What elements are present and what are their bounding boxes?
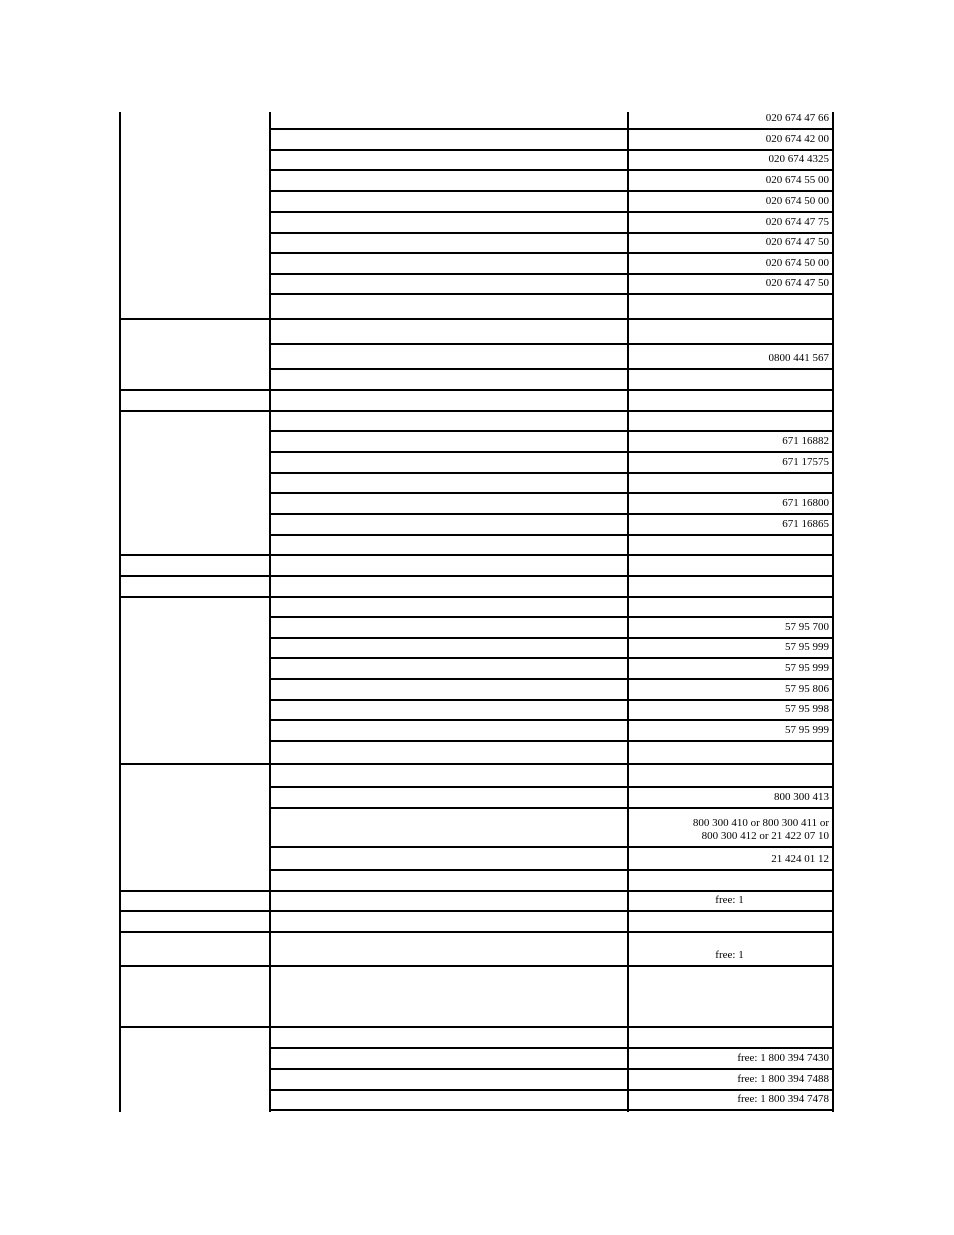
phone-number-cell (630, 435, 829, 448)
table-border-horizontal (270, 128, 834, 130)
phone-number: 020 674 47 50 (765, 277, 829, 289)
table-border-horizontal (120, 410, 834, 412)
table-border-horizontal (120, 890, 834, 892)
table-border-horizontal (270, 740, 834, 742)
phone-number-cell (630, 518, 829, 531)
table-border-horizontal (270, 472, 834, 474)
table-border-horizontal (270, 637, 834, 639)
phone-number-cell (630, 894, 829, 907)
phone-number-cell (630, 195, 829, 208)
phone-number-cell (630, 277, 829, 290)
table-border-horizontal (270, 1068, 834, 1070)
table-border-horizontal (120, 763, 834, 765)
phone-number-cell (630, 153, 829, 166)
phone-number: 020 674 42 00 (765, 133, 829, 145)
phone-number: 57 95 998 (785, 703, 829, 715)
table-border-vertical (832, 112, 834, 1112)
table-border-horizontal (270, 211, 834, 213)
table-border-vertical (269, 112, 271, 1112)
phone-number: 800 300 412 or 21 422 07 10 (701, 830, 829, 842)
phone-number-cell (630, 174, 829, 187)
phone-number: 57 95 999 (785, 641, 829, 653)
phone-number-cell (630, 1052, 829, 1065)
table-border-horizontal (120, 1026, 834, 1028)
phone-number-cell (630, 1073, 829, 1086)
phone-number-cell (630, 1093, 829, 1106)
phone-number: 0800 441 567 (768, 352, 829, 364)
table-border-horizontal (270, 1047, 834, 1049)
table-border-horizontal (120, 965, 834, 967)
table-border-horizontal (270, 1109, 834, 1111)
phone-number-cell (630, 949, 829, 962)
phone-number-cell (630, 236, 829, 249)
table-border-horizontal (270, 149, 834, 151)
phone-number-cell (630, 791, 829, 804)
table-border-horizontal (270, 293, 834, 295)
table-border-horizontal (270, 869, 834, 871)
phone-number: 57 95 700 (785, 621, 829, 633)
table-border-horizontal (270, 252, 834, 254)
table-border-horizontal (270, 657, 834, 659)
table-border-horizontal (270, 169, 834, 171)
phone-number: 020 674 4325 (768, 153, 829, 165)
table-border-horizontal (270, 534, 834, 536)
phone-number-cell (630, 497, 829, 510)
phone-number: 020 674 50 00 (765, 257, 829, 269)
phone-number: 020 674 47 75 (765, 216, 829, 228)
table-border-horizontal (270, 513, 834, 515)
phone-number-cell (630, 216, 829, 229)
phone-number-cell (630, 621, 829, 634)
phone-number: free: 1 (715, 949, 744, 961)
phone-number-cell (630, 257, 829, 270)
table-border-horizontal (120, 910, 834, 912)
phone-number-cell (630, 456, 829, 469)
phone-number: 57 95 999 (785, 724, 829, 736)
table-border-horizontal (270, 430, 834, 432)
phone-number: 020 674 47 66 (765, 112, 829, 124)
table-border-horizontal (270, 368, 834, 370)
phone-number: free: 1 800 394 7478 (737, 1093, 829, 1105)
table-border-vertical (627, 112, 629, 1112)
table-border-horizontal (270, 719, 834, 721)
phone-number: 671 17575 (782, 456, 829, 468)
table-border-horizontal (270, 232, 834, 234)
phone-number: 671 16865 (782, 518, 829, 530)
phone-number: 800 300 413 (774, 791, 829, 803)
table-border-horizontal (120, 554, 834, 556)
phone-number: 020 674 47 50 (765, 236, 829, 248)
table-border-horizontal (120, 389, 834, 391)
table-border-horizontal (270, 616, 834, 618)
table-border-horizontal (120, 931, 834, 933)
phone-number-cell (630, 853, 829, 866)
table-border-horizontal (270, 678, 834, 680)
phone-number-cell (630, 817, 829, 843)
table-border-horizontal (270, 699, 834, 701)
phone-number-cell (630, 724, 829, 737)
table-border-horizontal (270, 343, 834, 345)
phone-number-cell (630, 352, 829, 365)
table-border-vertical (119, 112, 121, 1112)
phone-number: 020 674 50 00 (765, 195, 829, 207)
phone-number-cell (630, 112, 829, 125)
table-border-horizontal (270, 1089, 834, 1091)
phone-number: 671 16882 (782, 435, 829, 447)
phone-number: 57 95 806 (785, 683, 829, 695)
phone-number-cell (630, 662, 829, 675)
table-border-horizontal (270, 846, 834, 848)
table-border-horizontal (270, 492, 834, 494)
table-border-horizontal (270, 273, 834, 275)
phone-number: free: 1 800 394 7430 (737, 1052, 829, 1064)
table-border-horizontal (120, 575, 834, 577)
phone-number-cell (630, 133, 829, 146)
phone-number-cell (630, 703, 829, 716)
phone-number: 21 424 01 12 (771, 853, 829, 865)
phone-number: 57 95 999 (785, 662, 829, 674)
phone-number-cell (630, 683, 829, 696)
phone-number: free: 1 800 394 7488 (737, 1073, 829, 1085)
phone-number-cell (630, 641, 829, 654)
table-border-horizontal (270, 190, 834, 192)
table-border-horizontal (270, 451, 834, 453)
phone-number: free: 1 (715, 894, 744, 906)
table-border-horizontal (120, 318, 834, 320)
table-border-horizontal (270, 786, 834, 788)
phone-number: 671 16800 (782, 497, 829, 509)
phone-number: 800 300 410 or 800 300 411 or (692, 817, 829, 829)
phone-number: 020 674 55 00 (765, 174, 829, 186)
table-border-horizontal (270, 807, 834, 809)
table-border-horizontal (120, 596, 834, 598)
